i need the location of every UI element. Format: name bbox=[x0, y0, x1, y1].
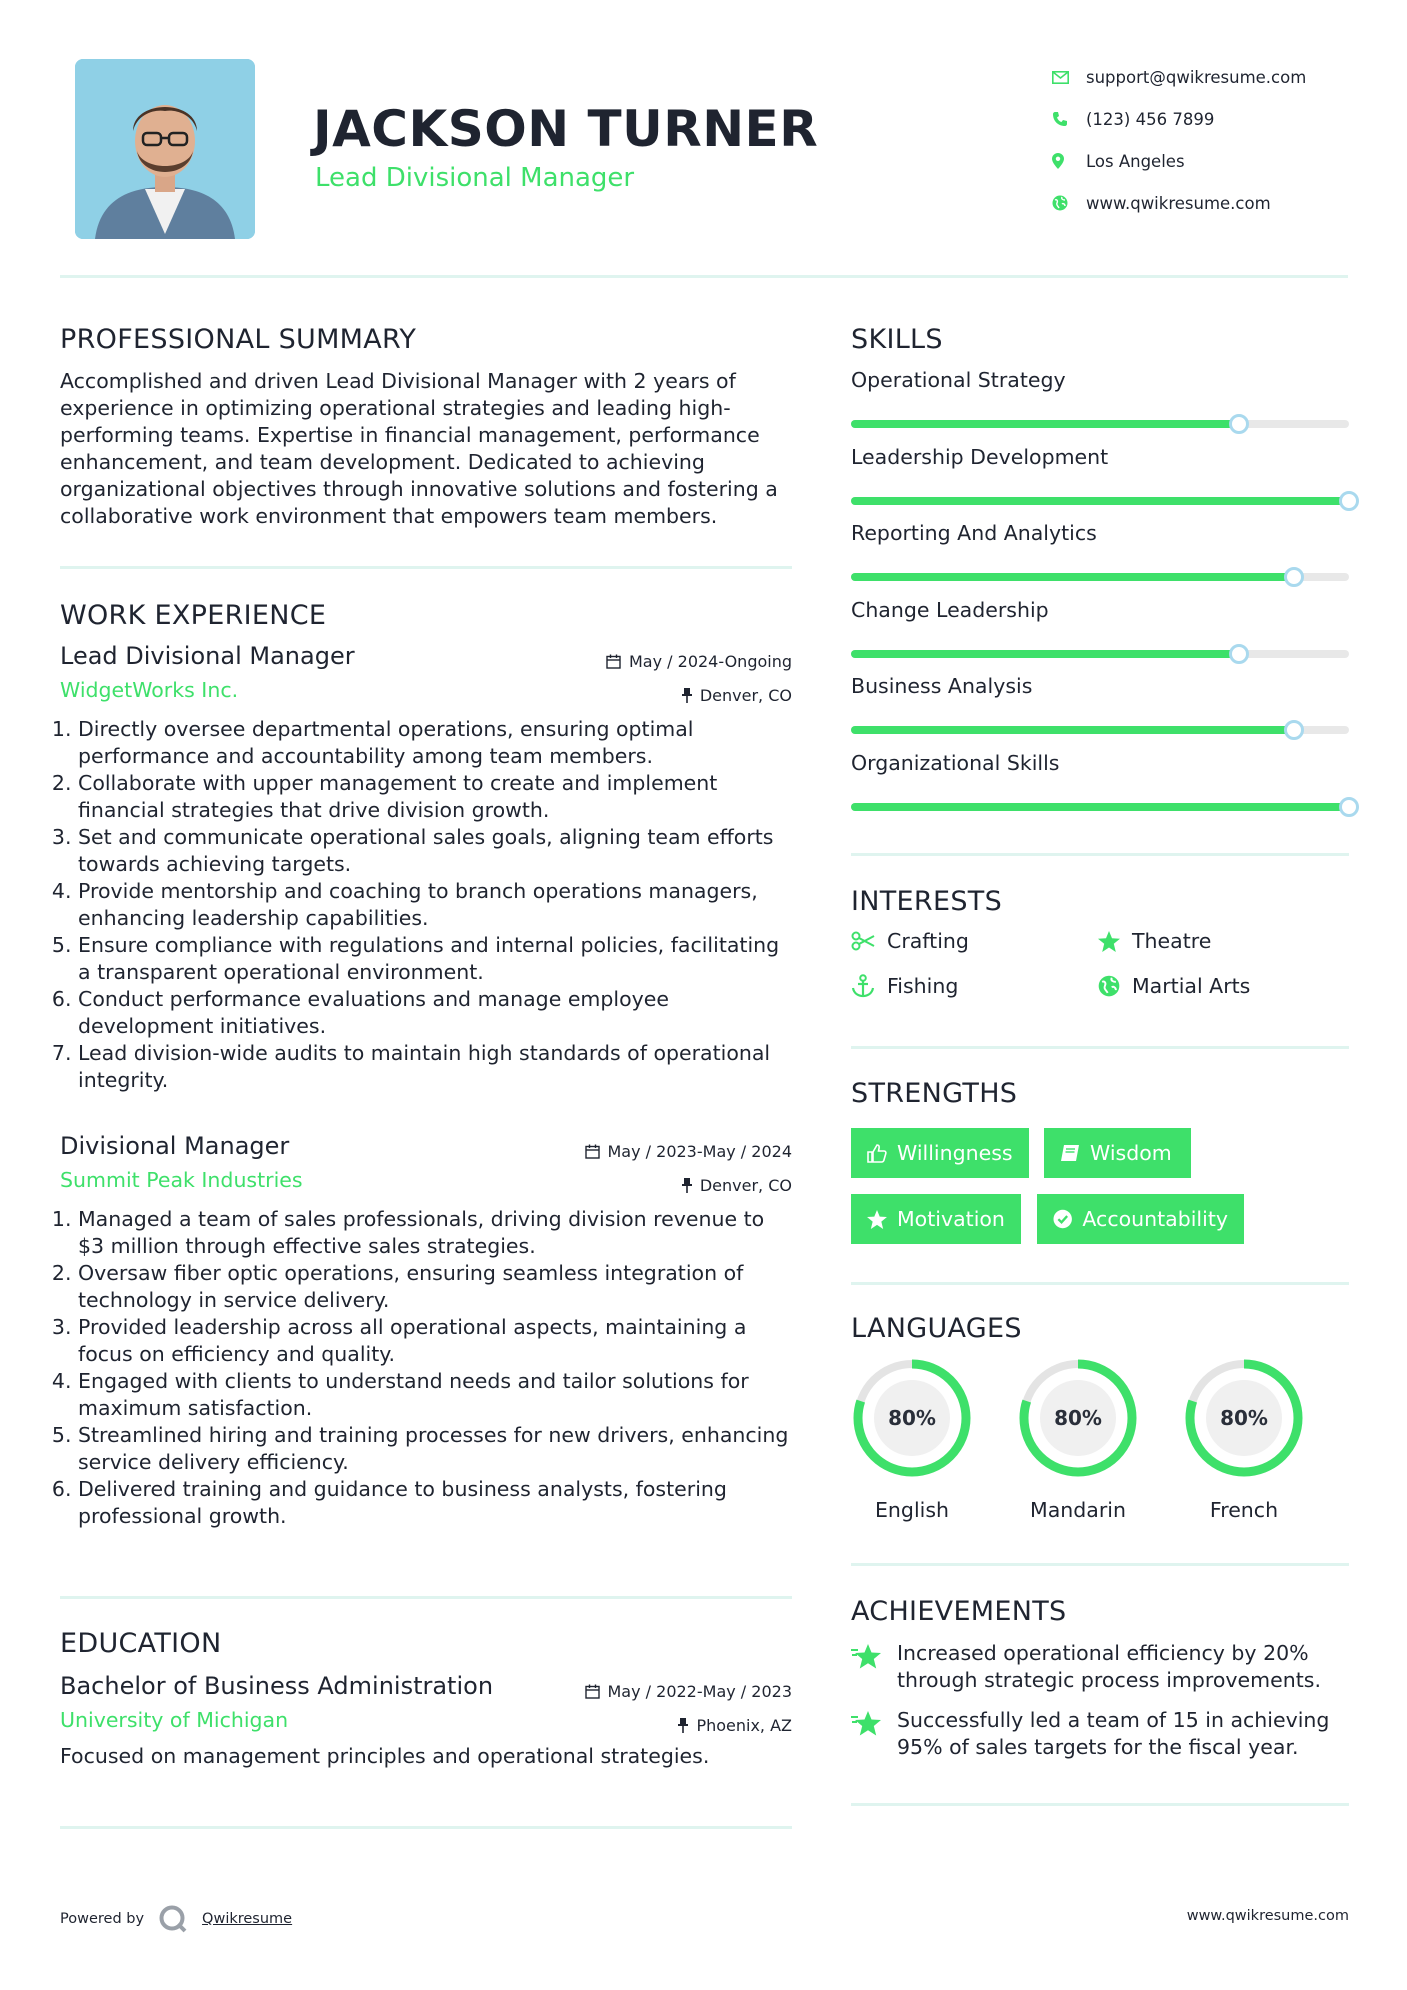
strength-label: Accountability bbox=[1082, 1207, 1228, 1231]
language-name: French bbox=[1209, 1498, 1279, 1522]
strengths-divider bbox=[851, 1282, 1349, 1285]
email-icon bbox=[1052, 67, 1086, 87]
education-divider bbox=[60, 1826, 792, 1829]
contact-location-text: Los Angeles bbox=[1086, 151, 1185, 171]
degree-title: Bachelor of Business Administration bbox=[60, 1672, 494, 1700]
duty-item: 2. Oversaw fiber optic operations, ensuring seamless integration of technology in service delivery. bbox=[78, 1260, 792, 1314]
job-location-text: Denver, CO bbox=[699, 1176, 792, 1195]
skill-name: Organizational Skills bbox=[851, 750, 1060, 775]
achievements-divider bbox=[851, 1803, 1349, 1806]
achievement-item bbox=[851, 1640, 1351, 1694]
interest-label: Fishing bbox=[887, 974, 959, 998]
achievement-item bbox=[851, 1707, 1351, 1761]
skill-level-fill bbox=[851, 650, 1239, 658]
skill-level-handle bbox=[1284, 720, 1304, 740]
calendar-icon bbox=[606, 654, 621, 669]
language-name: English bbox=[874, 1498, 950, 1522]
pushpin-icon bbox=[678, 1718, 688, 1733]
achievement-text: Successfully led a team of 15 in achieving 95% of sales targets for the fiscal year. bbox=[897, 1708, 1330, 1759]
strength-label: Willingness bbox=[897, 1141, 1013, 1165]
pushpin-icon bbox=[682, 688, 692, 703]
achievement-text: Increased operational efficiency by 20% through strategic process improvements. bbox=[897, 1641, 1321, 1692]
summary-text: Accomplished and driven Lead Divisional Manager with 2 years of experience in optimizing operational strategies and leading high-performing teams. Expertise in financial management, performance enhancement, and team development. Dedicated to achieving organizational objectives through innovative solutions and fostering a collaborative work environment that empowers team members. bbox=[60, 369, 778, 528]
strength-badge bbox=[851, 1194, 1021, 1244]
globe-icon bbox=[1052, 193, 1086, 213]
duty-item: 4. Engaged with clients to understand needs and tailor solutions for maximum satisfaction. bbox=[78, 1368, 792, 1422]
language-percent: 80% bbox=[1220, 1406, 1268, 1430]
experience-divider bbox=[60, 1596, 792, 1599]
calendar-icon bbox=[585, 1684, 600, 1699]
interest-item bbox=[1098, 974, 1250, 998]
language-ring bbox=[1182, 1356, 1306, 1480]
interest-label: Theatre bbox=[1132, 929, 1212, 953]
strengths-heading: STRENGTHS bbox=[851, 1078, 1018, 1109]
trophy-star-icon bbox=[851, 1642, 885, 1672]
skill-level-fill bbox=[851, 420, 1239, 428]
skill-level-fill bbox=[851, 497, 1349, 505]
skill-item bbox=[851, 368, 1349, 392]
phone-icon bbox=[1052, 109, 1086, 129]
interest-item bbox=[851, 974, 958, 998]
header-divider bbox=[60, 275, 1348, 278]
duty-item: 7. Lead division-wide audits to maintain high standards of operational integrity. bbox=[78, 1040, 792, 1094]
summary-divider bbox=[60, 566, 792, 569]
contact-email bbox=[1052, 56, 1382, 98]
duty-item: 5. Streamlined hiring and training processes for new drivers, enhancing service delivery efficiency. bbox=[78, 1422, 792, 1476]
skill-item bbox=[851, 598, 1349, 622]
skill-level-handle bbox=[1229, 644, 1249, 664]
avatar bbox=[75, 59, 255, 239]
anchor-icon bbox=[851, 974, 875, 998]
pushpin-icon bbox=[682, 1178, 692, 1193]
school-name: University of Michigan bbox=[60, 1708, 289, 1732]
skills-heading: SKILLS bbox=[851, 324, 943, 355]
interest-item bbox=[851, 929, 969, 953]
star-icon bbox=[1098, 931, 1120, 952]
skill-level-handle bbox=[1229, 414, 1249, 434]
duty-item: 5. Ensure compliance with regulations and internal policies, facilitating a transparent operational environment. bbox=[78, 932, 792, 986]
candidate-title: Lead Divisional Manager bbox=[315, 163, 635, 193]
duty-item: 3. Provided leadership across all operational aspects, maintaining a focus on efficiency and quality. bbox=[78, 1314, 792, 1368]
job-company: WidgetWorks Inc. bbox=[60, 678, 239, 702]
powered-by-label: Powered by bbox=[60, 1911, 145, 1927]
skill-item bbox=[851, 674, 1349, 698]
education-location-text: Phoenix, AZ bbox=[696, 1716, 792, 1735]
education-date bbox=[585, 1682, 793, 1701]
experience-heading: WORK EXPERIENCE bbox=[60, 600, 327, 631]
skill-track bbox=[851, 497, 1349, 505]
skill-track bbox=[851, 803, 1349, 811]
interests-heading: INTERESTS bbox=[851, 886, 1003, 917]
skill-item bbox=[851, 445, 1349, 469]
scissors-icon bbox=[851, 931, 875, 951]
profile-photo bbox=[75, 59, 255, 239]
job-duties bbox=[60, 716, 792, 1094]
language-item bbox=[1182, 1356, 1306, 1522]
thumbs-up-icon bbox=[867, 1143, 887, 1163]
strength-badge bbox=[1037, 1194, 1244, 1244]
skill-level-handle bbox=[1339, 491, 1359, 511]
language-name: Mandarin bbox=[1030, 1498, 1126, 1522]
education-date-text: May / 2022-May / 2023 bbox=[607, 1682, 792, 1701]
star-icon bbox=[867, 1210, 887, 1229]
summary-heading: PROFESSIONAL SUMMARY bbox=[60, 324, 417, 355]
job-location bbox=[682, 1176, 792, 1195]
skill-track bbox=[851, 650, 1349, 658]
language-percent: 80% bbox=[1054, 1406, 1102, 1430]
achievements-heading: ACHIEVEMENTS bbox=[851, 1596, 1067, 1627]
calendar-icon bbox=[585, 1144, 600, 1159]
interest-label: Martial Arts bbox=[1132, 974, 1251, 998]
skill-level-handle bbox=[1339, 797, 1359, 817]
languages-heading: LANGUAGES bbox=[851, 1313, 1022, 1344]
globe-icon bbox=[1098, 975, 1120, 997]
strength-badge bbox=[1044, 1128, 1191, 1178]
footer-powered-by bbox=[60, 1904, 292, 1934]
qwikresume-logo-icon bbox=[158, 1904, 188, 1934]
job-date-text: May / 2023-May / 2024 bbox=[607, 1142, 792, 1161]
duty-item: 1. Directly oversee departmental operations, ensuring optimal performance and accountability among team members. bbox=[78, 716, 792, 770]
skill-name: Leadership Development bbox=[851, 444, 1109, 469]
skills-divider bbox=[851, 853, 1349, 856]
trophy-star-icon bbox=[851, 1709, 885, 1739]
languages-divider bbox=[851, 1563, 1349, 1566]
language-item bbox=[1016, 1356, 1140, 1522]
skill-item bbox=[851, 521, 1349, 545]
job-location bbox=[682, 686, 792, 705]
skill-level-fill bbox=[851, 726, 1294, 734]
job-location-text: Denver, CO bbox=[699, 686, 792, 705]
duty-item: 6. Conduct performance evaluations and manage employee development initiatives. bbox=[78, 986, 792, 1040]
language-percent: 80% bbox=[888, 1406, 936, 1430]
job-duties bbox=[60, 1206, 792, 1530]
candidate-name: JACKSON TURNER bbox=[313, 100, 819, 158]
skill-track bbox=[851, 573, 1349, 581]
book-icon bbox=[1060, 1144, 1080, 1162]
job-date-text: May / 2024-Ongoing bbox=[629, 652, 792, 671]
language-ring bbox=[1016, 1356, 1140, 1480]
job-entry bbox=[60, 642, 792, 1094]
skill-name: Change Leadership bbox=[851, 597, 1049, 622]
skill-level-fill bbox=[851, 803, 1349, 811]
interests-divider bbox=[851, 1046, 1349, 1049]
skill-track bbox=[851, 726, 1349, 734]
skill-name: Business Analysis bbox=[851, 674, 1033, 698]
job-company: Summit Peak Industries bbox=[60, 1168, 303, 1192]
education-description: Focused on management principles and operational strategies. bbox=[60, 1744, 710, 1768]
language-ring bbox=[850, 1356, 974, 1480]
education-entry bbox=[60, 1672, 792, 1768]
duty-item: 2. Collaborate with upper management to create and implement financial strategies that drive division growth. bbox=[78, 770, 792, 824]
strength-badge bbox=[851, 1128, 1029, 1178]
contact-website bbox=[1052, 182, 1382, 224]
language-item bbox=[850, 1356, 974, 1522]
skill-name: Reporting And Analytics bbox=[851, 521, 1097, 545]
interest-item bbox=[1098, 929, 1211, 953]
strength-label: Wisdom bbox=[1090, 1141, 1172, 1165]
job-date bbox=[585, 1142, 793, 1161]
check-circle-icon bbox=[1053, 1209, 1072, 1229]
interest-label: Crafting bbox=[887, 929, 969, 953]
footer-brand-link[interactable]: Qwikresume bbox=[202, 1911, 293, 1927]
duty-item: 1. Managed a team of sales professionals, driving division revenue to $3 million through effective sales strategies. bbox=[78, 1206, 792, 1260]
contact-phone bbox=[1052, 98, 1382, 140]
skill-name: Operational Strategy bbox=[851, 368, 1066, 392]
education-location bbox=[678, 1716, 792, 1735]
skill-item bbox=[851, 751, 1349, 775]
skill-level-handle bbox=[1284, 567, 1304, 587]
contact-phone-text[interactable]: (123) 456 7899 bbox=[1086, 109, 1215, 129]
skill-level-fill bbox=[851, 573, 1294, 581]
skill-track bbox=[851, 420, 1349, 428]
footer-url[interactable]: www.qwikresume.com bbox=[1186, 1908, 1349, 1924]
job-title: Lead Divisional Manager bbox=[60, 642, 355, 670]
contact-location bbox=[1052, 140, 1382, 182]
strength-label: Motivation bbox=[897, 1207, 1005, 1231]
job-title: Divisional Manager bbox=[60, 1132, 290, 1160]
duty-item: 6. Delivered training and guidance to business analysts, fostering professional growth. bbox=[78, 1476, 792, 1530]
contact-website-text[interactable]: www.qwikresume.com bbox=[1086, 193, 1271, 213]
job-date bbox=[606, 652, 792, 671]
education-heading: EDUCATION bbox=[60, 1628, 222, 1659]
job-entry bbox=[60, 1132, 792, 1530]
contact-email-text[interactable]: support@qwikresume.com bbox=[1086, 67, 1307, 87]
duty-item: 3. Set and communicate operational sales goals, aligning team efforts towards achieving targets. bbox=[78, 824, 792, 878]
duty-item: 4. Provide mentorship and coaching to branch operations managers, enhancing leadership capabilities. bbox=[78, 878, 792, 932]
contact-list bbox=[1052, 56, 1382, 224]
location-pin-icon bbox=[1052, 151, 1086, 171]
